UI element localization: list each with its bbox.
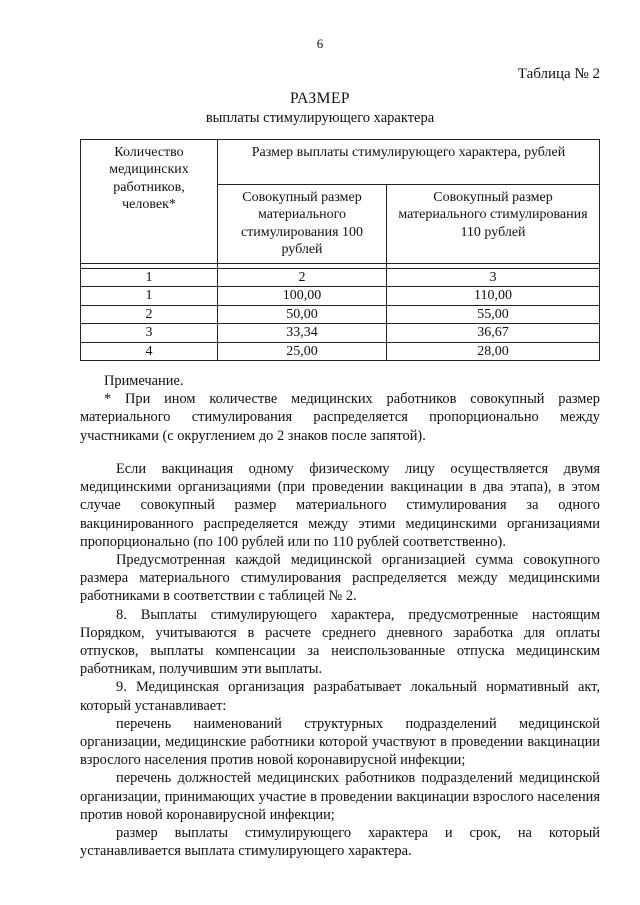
table-cell: 2 xyxy=(81,305,218,323)
numbering-row xyxy=(81,269,600,287)
table-cell: 1 xyxy=(81,287,218,305)
table-cell: 3 xyxy=(387,269,600,287)
paragraph: перечень наименований структурных подразделений медицинской организации, медицинские работники которой участвуют в проведении вакцинации взрослого населения против новой коронавирусной инфекции; xyxy=(80,715,600,769)
table-cell: 110,00 xyxy=(387,287,600,305)
table-cell: 28,00 xyxy=(387,342,600,360)
paragraph: Если вакцинация одному физическому лицу осуществляется двумя медицинскими организациями (при проведении вакцинации в два этапа), в этом случае совокупный размер материального стимулирования за одного вакцинированного распределяется между этими медицинскими организациями пропорционально (по 100 рублей или по 110 рублей соответственно). xyxy=(80,461,600,550)
table-row xyxy=(81,305,600,323)
table-title: РАЗМЕР xyxy=(289,90,351,107)
table-row xyxy=(81,342,600,360)
payment-table xyxy=(80,139,600,361)
header-100-cell: Совокупный размер материального стимулирования 100 рублей xyxy=(218,185,387,264)
table-cell: 100,00 xyxy=(218,287,387,305)
table-label: Таблица № 2 xyxy=(517,66,600,82)
table-row xyxy=(81,324,600,342)
paragraph: размер выплаты стимулирующего характера и срок, на который устанавливается выплата стимулирующего характера. xyxy=(80,825,600,860)
paragraph: 9. Медицинская организация разрабатывает локальный нормативный акт, который устанавливает: xyxy=(80,679,600,714)
note-text: * При ином количестве медицинских работников совокупный размер материального стимулирования распределяется пропорционально между участниками (с округлением до 2 знаков после запятой). xyxy=(80,391,600,444)
table-cell: 50,00 xyxy=(218,305,387,323)
table-cell: 2 xyxy=(218,269,387,287)
table-cell: 36,67 xyxy=(387,324,600,342)
header-110-cell: Совокупный размер материального стимулирования 110 рублей xyxy=(387,185,600,264)
table-cell: 3 xyxy=(81,324,218,342)
table-subtitle: выплаты стимулирующего характера xyxy=(205,110,435,126)
table-cell: 1 xyxy=(81,269,218,287)
page-number: 6 xyxy=(316,36,324,51)
note-label: Примечание. xyxy=(104,373,184,389)
paragraph: Предусмотренная каждой медицинской организацией сумма совокупного размера материального стимулирования распределяется между медицинскими работниками в соответствии с таблицей № 2. xyxy=(80,552,600,605)
body-text xyxy=(80,460,600,860)
paragraph: 8. Выплаты стимулирующего характера, предусмотренные настоящим Порядком, учитываются в расчете среднего дневного заработка для оплаты отпусков, выплаты компенсации за неиспользованные отпуска медицинским работникам, получившим эти выплаты. xyxy=(80,606,600,678)
table-cell: 4 xyxy=(81,342,218,360)
paragraph: перечень должностей медицинских работников подразделений медицинской организации, принимающих участие в проведении вакцинации взрослого населения против новой коронавирусной инфекции; xyxy=(80,770,600,823)
table-cell: 33,34 xyxy=(218,324,387,342)
table-row xyxy=(81,287,600,305)
note-block xyxy=(80,372,600,445)
header-group-cell: Размер выплаты стимулирующего характера, рублей xyxy=(218,140,600,185)
table-cell: 25,00 xyxy=(218,342,387,360)
header-count-cell: Количество медицинских работников, человек* xyxy=(81,140,218,264)
table-cell: 55,00 xyxy=(387,305,600,323)
